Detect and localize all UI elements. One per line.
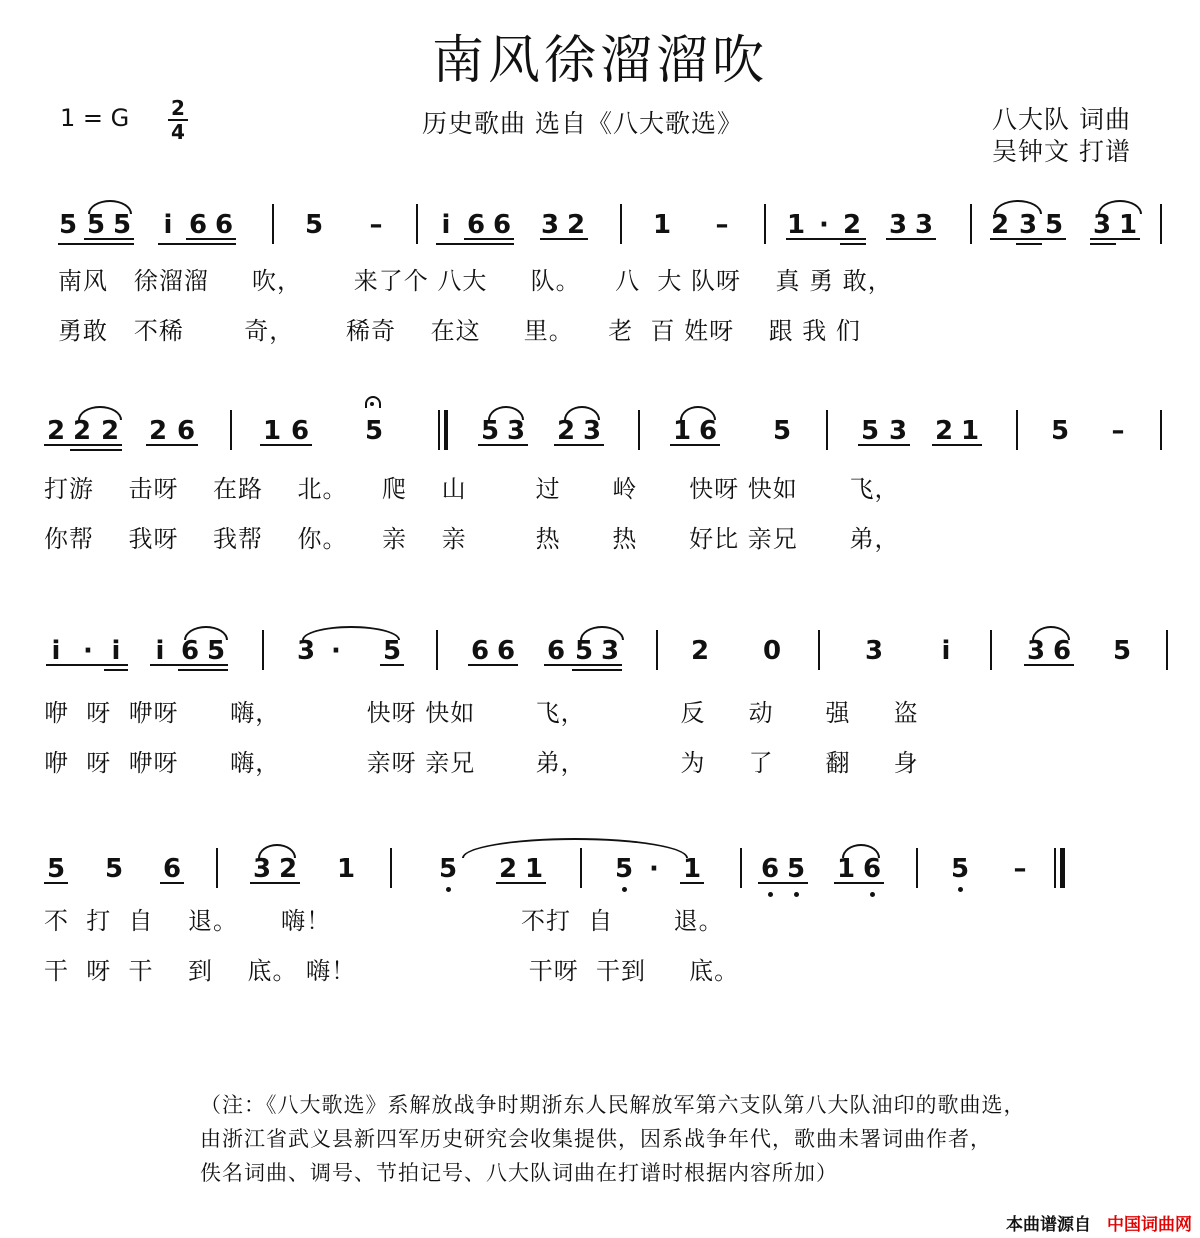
note: 3 xyxy=(1092,210,1112,240)
note: 5 xyxy=(58,210,78,240)
note: 3 xyxy=(252,854,272,884)
note: 6 xyxy=(496,636,516,666)
note-dash: – xyxy=(1111,416,1125,446)
note-augmentation-dot: · xyxy=(331,636,341,666)
note: 3 xyxy=(582,416,602,446)
note: 5 xyxy=(104,854,124,884)
note-dash: – xyxy=(1013,854,1027,884)
note: 2 xyxy=(72,416,92,446)
note: i xyxy=(441,210,451,240)
note: 5 xyxy=(860,416,880,446)
lyrics-verse-1: 咿 呀 咿呀 嗨， 快呀 快如 飞， 反 动 强 盗 xyxy=(44,699,919,727)
source-label: 本曲谱源自 xyxy=(1006,1215,1091,1235)
note: 5 xyxy=(206,636,226,666)
note: 5 xyxy=(436,854,460,884)
note-fermata: 5 xyxy=(362,416,386,446)
note: 2 xyxy=(990,210,1010,240)
note: 2 xyxy=(842,210,862,240)
note: 3 xyxy=(888,416,908,446)
lyrics-verse-1: 南风 徐溜溜 吹， 来了个 八大 队。 八 大 队呀 真 勇 敢， xyxy=(58,267,893,295)
note-augmentation-dot: · xyxy=(649,854,659,884)
note: 1 xyxy=(336,854,356,884)
note: 3 xyxy=(506,416,526,446)
note: 2 xyxy=(556,416,576,446)
note: 3 xyxy=(888,210,908,240)
note-dash: – xyxy=(369,210,383,240)
note: 5 xyxy=(1112,636,1132,666)
note: 5 xyxy=(948,854,972,884)
note: 2 xyxy=(148,416,168,446)
note: 1 xyxy=(682,854,702,884)
note: 6 xyxy=(176,416,196,446)
note: 6 xyxy=(188,210,208,240)
time-signature xyxy=(168,98,188,142)
note: 6 xyxy=(466,210,486,240)
lyrics-verse-1: 不 打 自 退。 嗨！ 不打 自 退。 xyxy=(44,907,724,935)
note: 1 xyxy=(524,854,544,884)
note: 6 xyxy=(290,416,310,446)
note: 5 xyxy=(1044,210,1064,240)
lyrics-verse-1: 打游 击呀 在路 北。 爬 山 过 岭 快呀 快如 飞， xyxy=(44,475,900,503)
lyrics-verse-2: 干 呀 干 到 底。 嗨！ 干呀 干到 底。 xyxy=(44,957,740,985)
note: 6 xyxy=(546,636,566,666)
note: 6 xyxy=(180,636,200,666)
note: 6 xyxy=(214,210,234,240)
note: 6 xyxy=(470,636,490,666)
note: 3 xyxy=(296,636,316,666)
note-augmentation-dot: · xyxy=(819,210,829,240)
note: 5 xyxy=(46,854,66,884)
credits xyxy=(992,104,1131,168)
footnote xyxy=(200,1088,1026,1190)
note: i xyxy=(163,210,173,240)
lyrics-verse-2: 勇敢 不稀 奇， 稀奇 在这 里。 老 百 姓呀 跟 我 们 xyxy=(58,317,861,345)
note: i xyxy=(51,636,61,666)
source-site-link[interactable]: 中国词曲网 xyxy=(1107,1215,1192,1235)
note: 3 xyxy=(1026,636,1046,666)
note: 5 xyxy=(784,854,808,884)
note: 6 xyxy=(162,854,182,884)
time-numerator: 2 xyxy=(171,96,185,120)
note: 3 xyxy=(600,636,620,666)
note: 2 xyxy=(46,416,66,446)
note: 5 xyxy=(1050,416,1070,446)
note: 2 xyxy=(566,210,586,240)
note: i xyxy=(941,636,951,666)
note: 2 xyxy=(934,416,954,446)
note: 1 xyxy=(262,416,282,446)
lyrics-verse-2: 你帮 我呀 我帮 你。 亲 亲 热 热 好比 亲兄 弟， xyxy=(44,525,900,553)
score-system-4 xyxy=(0,834,1200,1034)
note: i xyxy=(155,636,165,666)
song-subtitle: 历史歌曲 选自《八大歌选》 xyxy=(422,109,743,138)
song-title: 南风徐溜溜吹 xyxy=(431,31,768,91)
note: 2 xyxy=(690,636,710,666)
time-denominator: 4 xyxy=(171,120,185,144)
note: 1 xyxy=(1118,210,1138,240)
credit-lyricist-composer: 八大队 词曲 xyxy=(992,105,1131,134)
note: 6 xyxy=(758,854,782,884)
lyrics-verse-2: 咿 呀 咿呀 嗨， 亲呀 亲兄 弟， 为 了 翻 身 xyxy=(44,749,919,777)
note: 5 xyxy=(772,416,792,446)
note: 3 xyxy=(914,210,934,240)
note: 5 xyxy=(86,210,106,240)
note: 3 xyxy=(540,210,560,240)
note-dash: – xyxy=(715,210,729,240)
note: 6 xyxy=(860,854,884,884)
note: 6 xyxy=(492,210,512,240)
note: 3 xyxy=(864,636,884,666)
footnote-line: 佚名词曲、调号、节拍记号、八大队词曲在打谱时根据内容所加） xyxy=(200,1161,838,1185)
score-system-3 xyxy=(0,618,1200,818)
score-system-1 xyxy=(0,180,1200,380)
footnote-line: 由浙江省武义县新四军历史研究会收集提供，因系战争年代，歌曲未署词曲作者， xyxy=(200,1127,992,1151)
footnote-line: （注：《八大歌选》系解放战争时期浙东人民解放军第六支队第八大队油印的歌曲选， xyxy=(200,1093,1026,1117)
note: 2 xyxy=(100,416,120,446)
source-credit xyxy=(1006,1210,1192,1235)
key-signature: 1 = G xyxy=(60,104,130,132)
note: 1 xyxy=(652,210,672,240)
note: 1 xyxy=(960,416,980,446)
note: 5 xyxy=(612,854,636,884)
note: 1 xyxy=(836,854,856,884)
note: 1 xyxy=(786,210,806,240)
note-rest: 0 xyxy=(762,636,782,666)
note: i xyxy=(111,636,121,666)
credit-transcriber: 吴钟文 打谱 xyxy=(992,137,1131,166)
score-system-2 xyxy=(0,396,1200,596)
note: 6 xyxy=(698,416,718,446)
note: 2 xyxy=(278,854,298,884)
note: 6 xyxy=(1052,636,1072,666)
note: 5 xyxy=(112,210,132,240)
note: 5 xyxy=(480,416,500,446)
note: 3 xyxy=(1018,210,1038,240)
note: 1 xyxy=(672,416,692,446)
note: 5 xyxy=(382,636,402,666)
note-augmentation-dot: · xyxy=(83,636,93,666)
note: 2 xyxy=(498,854,518,884)
note: 5 xyxy=(574,636,594,666)
note: 5 xyxy=(304,210,324,240)
